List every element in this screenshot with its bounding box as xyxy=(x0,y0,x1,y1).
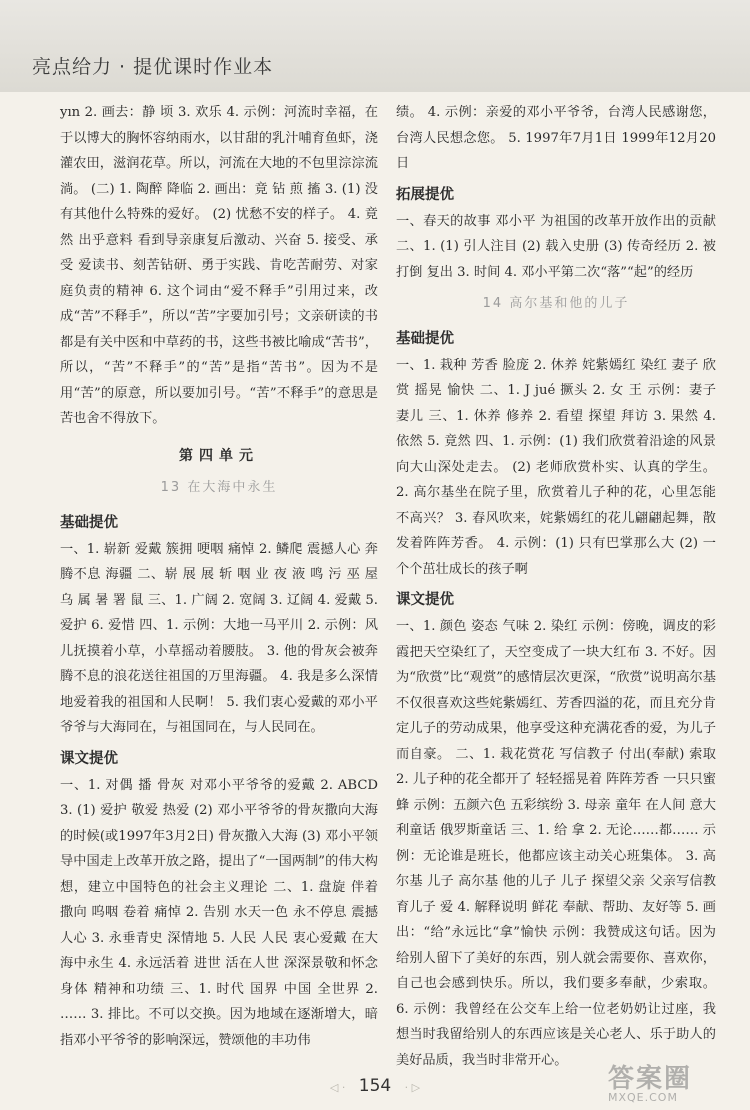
section-heading-basic-14: 基础提优 xyxy=(396,330,454,347)
basic-answers-14: 一、1. 栽种 芳香 脸庞 2. 休养 姹紫嫣红 染红 妻子 欣赏 摇晃 愉快 二、1. J jué 撅头 2. 女 王 示例：妻子 妻儿 三、1. 休养 修养 2. 看望 探望 拜访 3. 果然 4. 依然 5. 竟然 四、1. 示例：(1) 我们欣赏着沿途的风景向大山深处走去。 (2) 老师欣赏朴实、认真的学生。 2. 高尔基坐在院子里，欣赏着儿子种的花，心里怎能不高兴？ 3. 春风吹来，姹紫嫣红的花儿翩翩起舞，散发着阵阵芳香。 4. 示例：(1) 只有巴掌那么大 (2) 一个个茁壮成长的孩子啊 xyxy=(396,357,716,577)
text-answers: 一、1. 对偶 播 骨灰 对邓小平爷爷的爱戴 2. ABCD 3. (1) 爱护 敬爱 热爱 (2) 邓小平爷爷的骨灰撒向大海的时候(或1997年3月2日) 骨灰撒入大海 (3) 邓小平领导中国走上改革开放之路，提出了“一国两制”的伟大构想，建立中国特色的社会主义理论 二、1. 盘旋 伴着 撒向 呜咽 卷着 痛悼 2. 告别 水天一色 永不停息 震撼人心 3. 永垂青史 深情地 5. 人民 人民 衷心爱戴 在大海中永生 4. 永远活着 进世 活在人世 深深景敬和怀念 身体 精神和功绩 三、1. 时代 国界 中国 全世界 2. …… 3. 排比。不可以交换。因为地域在逐渐增大，暗指邓小平爷爷的影响深远，赞颂他的丰功伟 xyxy=(60,777,378,1048)
ornament-right-icon: · ▷ xyxy=(404,1081,421,1094)
section-heading-text-14: 课文提优 xyxy=(396,592,454,608)
section-heading-basic: 基础提优 xyxy=(60,514,118,531)
extension-answers: 一、春天的故事 邓小平 为祖国的改革开放作出的贡献 二、1. (1) 引人注目 (2) 载入史册 (3) 传奇经历 2. 被打倒 复出 3. 时间 4. 邓小平第二次“落”“起”的经历 xyxy=(396,213,716,280)
ornament-left-icon: ◁ · xyxy=(329,1081,346,1094)
watermark-logo: 答案圈 xyxy=(608,1064,693,1094)
watermark xyxy=(608,1058,744,1106)
book-series-title: 亮点给力 · 提优课时作业本 xyxy=(32,56,274,78)
lesson-13-title: 13 在大海中永生 xyxy=(160,480,278,495)
text-answers-14: 一、1. 颜色 姿态 气味 2. 染红 示例：傍晚，调皮的彩霞把天空染红了，天空变成了一块大红布 3. 不好。因为“欣赏”比“观赏”的感情层次更深，“欣赏”说明高尔基不仅很喜欢这些姹紫嫣红、芳香四溢的花，而且充分肯定儿子的劳动成果，他享受这种充满花香的爱，为儿子而自豪。 二、1. 栽花赏花 写信教子 付出(奉献) 索取 2. 儿子种的花全都开了 轻轻摇晃着 阵阵芳香 一只只蜜蜂 示例：五颜六色 五彩缤纷 3. 母亲 童年 在人间 意大利童话 俄罗斯童话 三、1. 给 拿 2. 无论……都…… 示例：无论谁是班长，他都应该主动关心班集体。 3. 高尔基 儿子 高尔基 他的儿子 儿子 探望父亲 父亲写信教育儿子 爱 4. 解释说明 鲜花 奉献、帮助、友好等 5. 画出：“给”永远比“拿”愉快 示例：我赞成这句话。因为给别人留下了美好的东西，别人就会需要你、喜欢你，自己也会感到快乐。所以，我们要多奉献，少索取。 6. 示例：我曾经在公交车上给一位老奶奶让过座，我想当时我留给别人的东西应该是关心老人、乐于助人的美好品质，我当时非常开心。 xyxy=(396,619,716,1068)
lesson-14-title: 14 高尔基和他的儿子 xyxy=(482,296,630,311)
header-band xyxy=(0,0,750,92)
page-number: 154 xyxy=(358,1076,392,1096)
section-heading-extension: 拓展提优 xyxy=(396,186,454,203)
right-column xyxy=(396,100,716,1073)
watermark-url: MXQE.COM xyxy=(608,1091,678,1104)
continued-answers-right: 绩。 4. 示例：亲爱的邓小平爷爷，台湾人民感谢您，台湾人民想念您。 5. 1997年7月1日 1999年12月20日 xyxy=(396,105,716,171)
left-column xyxy=(60,100,378,1053)
continued-answers: yın 2. 画去：静 顷 3. 欢乐 4. 示例：河流时幸福，在于以博大的胸怀容纳雨水，以甘甜的乳汁哺育鱼虾，浇灌农田，滋润花草。所以，河流在大地的不包里淙淙流淌。 (二) 1. 陶醉 降临 2. 画出：竟 钻 煎 搐 3. (1) 没有其他什么特殊的爱好。 (2) 忧愁不安的样子。 4. 竟然 出乎意料 看到导亲康复后激动、兴奋 5. 接受、承受 爱读书、刻苦钻研、勇于实践、肯吃苦耐劳、对家庭负责的精神 6. 这个词由“爱不释手”引用过来，改成“苦”不释手”，所以“苦”字要加引号；文亲研读的书都是有关中医和中草药的书，这些书被比喻成“苦书”，所以，“苦”不释手”的“苦”是指“苦书”。因为不是用“苦”的原意，所以要加引号。“苦”不释手”的意思是苦也舍不得放下。 xyxy=(60,105,378,426)
unit-title: 第四单元 xyxy=(179,447,259,464)
section-heading-text: 课文提优 xyxy=(60,750,118,767)
basic-answers: 一、1. 崭新 爱戴 簇拥 哽咽 痛悼 2. 鳞爬 震撼人心 奔腾不息 海疆 二、崭 展 展 斩 咽 业 夜 液 鸣 污 巫 屋 乌 属 暑 署 鼠 三、1. 广阔 2. 宽阔 3. 辽阔 4. 爱戴 5. 爱护 6. 爱惜 四、1. 示例：大地一马平川 2. 示例：风儿抚摸着小草，小草摇动着腰肢。 3. 他的骨灰会被奔腾不息的浪花送往祖国的万里海疆。 4. 我是多么深情地爱着我的祖国和人民啊！ 5. 我们衷心爱戴的邓小平爷爷与大海同在，与祖国同在，与人民同在。 xyxy=(60,541,378,735)
